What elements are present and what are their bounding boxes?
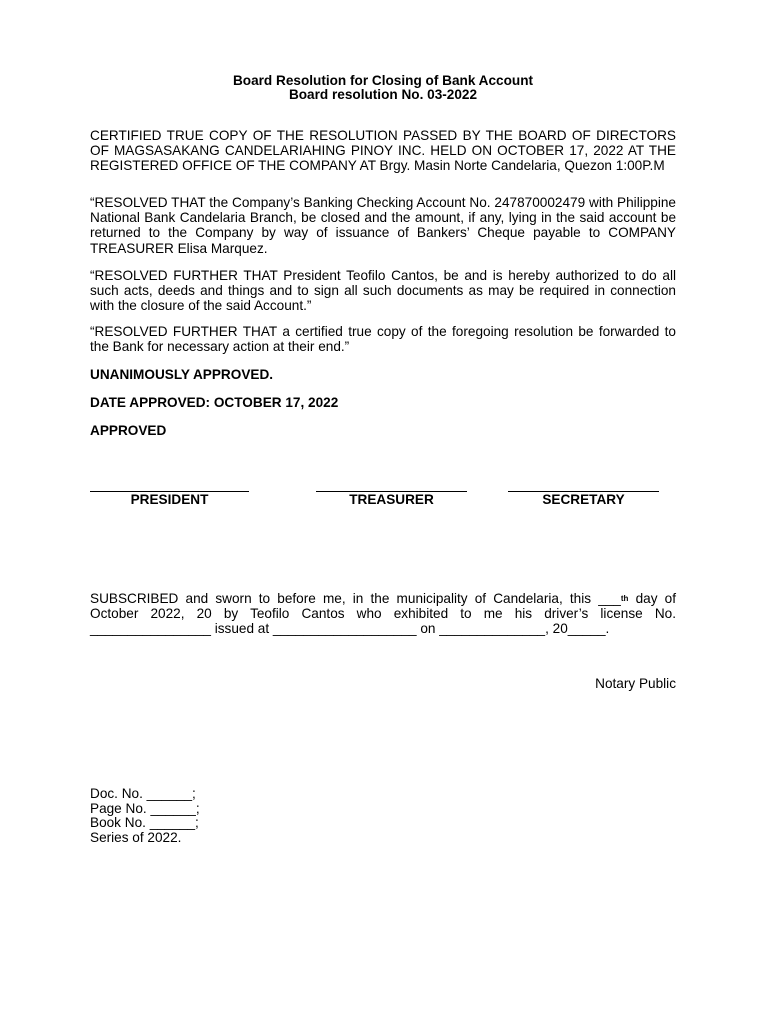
jurat-paragraph xyxy=(90,591,676,637)
book-number: Book No. ______; xyxy=(90,815,199,830)
resolution-paragraph-2: “RESOLVED FURTHER THAT President Teofilo Cantos, be and is hereby authorized to do all such acts, deeds and things and to sign all such documents as may be required in connection with the closure of the said Account.” xyxy=(90,268,676,314)
notary-public-label: Notary Public xyxy=(595,676,676,691)
resolution-paragraph-3: “RESOLVED FURTHER THAT a certified true copy of the foregoing resolution be forwarded to the Bank for necessary action at their end.” xyxy=(90,324,676,355)
approved-label: APPROVED xyxy=(90,423,167,438)
date-approved: DATE APPROVED: OCTOBER 17, 2022 xyxy=(90,395,339,410)
treasurer-label: TREASURER xyxy=(349,492,434,507)
page-number: Page No. ______; xyxy=(90,800,200,816)
jurat-text-end: day of October 2022, 20 by Teofilo Cantos who exhibited to me his driver’s license No. ________________ issued at ___________________ on ______________, 20_____. xyxy=(90,591,676,637)
document-title: Board Resolution for Closing of Bank Account xyxy=(232,73,534,88)
resolution-number: Board resolution No. 03-2022 xyxy=(288,87,478,102)
ordinal-suffix: th xyxy=(620,594,629,603)
president-signature xyxy=(90,479,249,508)
secretary-label: SECRETARY xyxy=(542,492,625,507)
series-year: Series of 2022. xyxy=(90,829,182,845)
docket-block xyxy=(90,787,200,845)
signature-block xyxy=(90,479,676,511)
treasurer-signature xyxy=(316,479,467,508)
doc-number: Doc. No. ______; xyxy=(90,786,196,801)
president-label: PRESIDENT xyxy=(130,492,209,507)
signature-line xyxy=(90,479,249,492)
resolution-paragraph-1: “RESOLVED THAT the Company’s Banking Checking Account No. 247870002479 with Philippine National Bank Candelaria Branch, be closed and the amount, if any, lying in the said account be returned to the Company by way of issuance of Bankers’ Cheque payable to COMPANY TREASURER Elisa Marquez. xyxy=(90,195,676,256)
unanimous-approval: UNANIMOUSLY APPROVED. xyxy=(90,367,274,382)
document-header xyxy=(90,74,676,102)
certification-paragraph: CERTIFIED TRUE COPY OF THE RESOLUTION PASSED BY THE BOARD OF DIRECTORS OF MAGSASAKANG CANDELARIAHING PINOY INC. HELD ON OCTOBER 17, 2022 AT THE REGISTERED OFFICE OF THE COMPANY AT Brgy. Masin Norte Candelaria, Quezon 1:00P.M xyxy=(90,128,676,174)
signature-line xyxy=(316,479,467,492)
signature-line xyxy=(508,479,659,492)
secretary-signature xyxy=(508,479,659,508)
jurat-text-start: SUBSCRIBED and sworn to before me, in the municipality of Candelaria, this ___ xyxy=(90,591,621,606)
